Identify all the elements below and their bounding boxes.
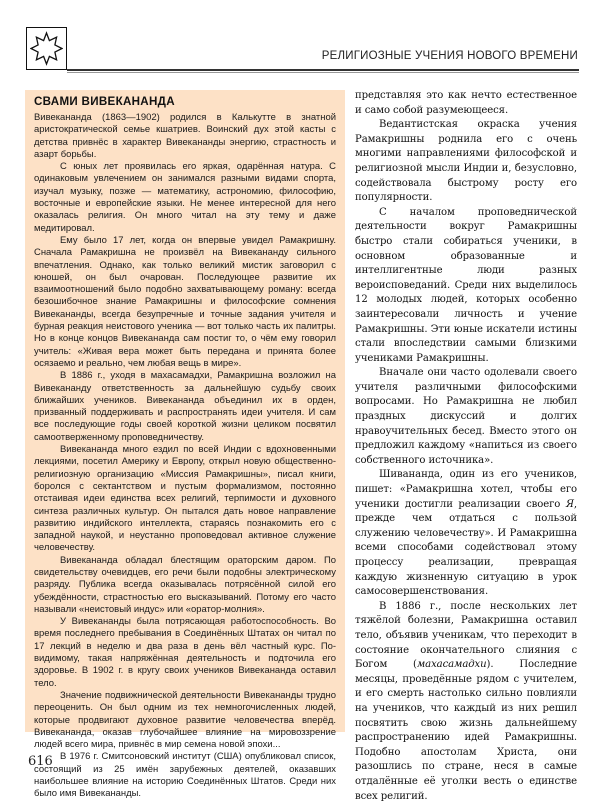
body-paragraph: С началом проповеднической деятельности вокруг Рамакришны быстро стали собираться ученики, в основном образованные и интеллигентные люди разных вероисповеданий. Среди них выделилось 12 молодых людей, которых особенно заинтересовали личность и учение Рамакришны. Эти юные искатели истины стали впоследствии самыми близкими учениками Рамакришны. xyxy=(355,206,577,364)
running-head: РЕЛИГИОЗНЫЕ УЧЕНИЯ НОВОГО ВРЕМЕНИ xyxy=(321,50,578,62)
sidebar-paragraph: Вивекананда обладал блестящим ораторским даром. По свидетельству очевидцев, его речи были подобны электрическому разряду. Публика всегда оказывалась потрясённой силой его убеждённости, страстностью его высказываний. Потому его часто называли «неистовый индус» или «оратор-молния». xyxy=(34,554,336,615)
sidebar-paragraph: Вивекананда много ездил по всей Индии с вдохновенными лекциями, посетил Америку и Европу, открыл новую общественно-религиозную организацию «Миссия Рамакришны», писал книги, боролся с сектантством и пустым формализмом, постоянно отстаивая идеи единства всех религий, терпимости и духовного синтеза различных культур. Он пытался дать новое направление развитию индийского интеллекта, стараясь познакомить его с западной наукой, и неустанно проповедовал активное служение человечеству. xyxy=(34,444,336,554)
header-rule-shadow xyxy=(67,72,579,73)
body-paragraph xyxy=(355,600,577,804)
italic-term: махасамадхи xyxy=(416,659,487,671)
sidebar-paragraph: У Вивекананды была потрясающая работоспособность. Во время последнего пребывания в Соединённых Штатах он читал по 17 лекций в неделю и два раза в день вёл частный курс. По-видимому, такая напряжённая деятельность и подточила его здоровье. В 1902 г. в кругу своих учеников Вивекананда оставил тело. xyxy=(34,616,336,689)
sidebar-paragraph: В 1886 г., уходя в махасамадхи, Рамакришна возложил на Вивекананду ответственность за дальнейшую судьбу своих ближайших учеников. Вивекананда объединил их в орден, призванный поддерживать и распространять идеи учителя. И сам все последующие годы своей короткой жизни целиком посвятил самоотверженному проповедничеству. xyxy=(34,370,336,443)
body-paragraph: Ведантистская окраска учения Рамакришны роднила его с очень многими направлениями философской и религиозной мысли Индии и, безусловно, содействовала быстрому росту его популярности. xyxy=(355,119,577,204)
sidebar-title: СВАМИ ВИВЕКАНАНДА xyxy=(34,95,175,108)
page-number: 616 xyxy=(28,754,53,769)
nine-pointed-star-icon xyxy=(30,31,63,66)
sidebar-paragraph: Ему было 17 лет, когда он впервые увидел Рамакришну. Сначала Рамакришна не произвёл на Вивекананду сильного впечатления. Однако, как только великий мистик заговорил с юношей, он был очарован. Последующее развитие их взаимоотношений было подобно захватывающему роману: всегда безошибочное знание Рамакришны и философские сомнения Вивекананды, всегда безупречные и точные задания учителя и бурная реакция неистового ученика — вот только часть их палитры. Но в конце концов Вивекананда сам постиг то, о чём ему говорил учитель: «Живая вера может быть передана и принята более осязаемо и реально, чем любая вещь в мире». xyxy=(34,234,336,369)
text-span: Шивананда, один из его учеников, пишет: «Рамакришна хотел, чтобы его ученики достигли реализации своего xyxy=(355,469,577,510)
sidebar-paragraph: С юных лет проявилась его яркая, одарённая натура. С одинаковым увлечением он занимался разными видами спорта, изучал музыку, позже — математику, астрономию, философию, восточные и европейские языки. Не менее интересной для него оказалась религия. Он много читал на эту тему и даже медитировал. xyxy=(34,161,336,234)
main-text-column xyxy=(355,89,577,804)
sidebar-paragraph: Значение подвижнической деятельности Вивекананды трудно переоценить. Он был одним из тех немногочисленных людей, которые продвигают духовное развитие человечества вперёд. Вивекананда, оказав глубочайшее влияние на мировоззрение людей всего мира, привнёс в мир семена новой эпохи... xyxy=(34,689,336,751)
sidebar-paragraph: В 1976 г. Смитсоновский институт (США) опубликовал список, состоящий из 25 имён зарубежных деятелей, оказавших наибольшее влияние на историю Соединённых Штатов. Среди них было имя Вивекананды. xyxy=(34,751,336,800)
text-span: ). Последние месяцы, проведённые рядом с учителем, и его смерть настолько сильно повлияли на учеников, что каждый из них решил посвятить свою жизнь дальнейшему распространению идей Рамакришны. Подобно апостолам Христа, они разошлись по стране, неся в самые отдалённые её уголки весть о единстве всех религий. xyxy=(355,659,577,802)
italic-term: Я xyxy=(565,498,574,510)
text-span: В 1886 г., после нескольких лет тяжёлой болезни, Рамакришна оставил тело, объявив ученикам, что переходит в состояние окончательного слияния с Богом ( xyxy=(355,600,577,671)
body-paragraph: Вначале они часто одолевали своего учителя различными философскими вопросами. Но Рамакришна не любил праздных дискуссий и долгих нравоучительных бесед. Вместо этого он предложил каждому «напиться из своего собственного источника». xyxy=(355,367,577,466)
text-span: , прежде чем отдаться с пользой служению человечеству». И Рамакришна всеми способами содействовал этому процессу реализации, превращая каждую жизненную ситуацию в урок самосовершенствования. xyxy=(355,498,577,598)
body-paragraph xyxy=(355,468,577,599)
sidebar-paragraph: Вивекананда (1863—1902) родился в Калькутте в знатной аристократической семье кшатриев. Воинский дух этой касты с детства привнёс в характер Вивекананды энергию, страстность и азарт борьбы. xyxy=(34,112,336,160)
body-paragraph: представляя это как нечто естественное и само собой разумеющееся. xyxy=(355,90,577,116)
logo-box xyxy=(26,27,67,70)
